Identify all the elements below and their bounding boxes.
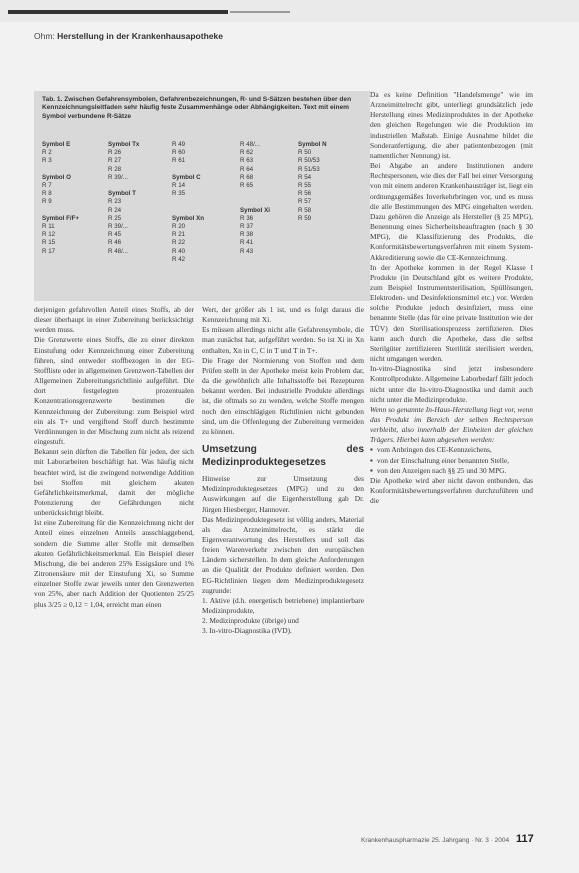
table-group-heading: Symbol Xn: [172, 214, 204, 222]
table-column: [42, 141, 79, 256]
table-cell: R 57: [298, 198, 312, 206]
table-cell: R 35: [172, 190, 186, 198]
table-cell: R 68: [240, 173, 254, 181]
table-cell: R 23: [108, 198, 122, 206]
bullet-item: ▪ von den Anzeigen nach §§ 25 und 30 MPG.: [370, 466, 533, 476]
table-group-heading: Symbol N: [298, 141, 327, 148]
paragraph: 1. Aktive (d.h. energetisch betriebene) implantierbare Medizinprodukte,: [202, 595, 364, 616]
table-cell: R 17: [42, 247, 56, 255]
paragraph: Die Apotheke wird aber nicht davon entbunden, das Konformitätsbewertungsverfahren durchzuführen und die: [370, 475, 533, 506]
table-cell: R 41: [240, 239, 254, 247]
table-cell: R 27: [108, 157, 122, 165]
paragraph: Die Grenzwerte eines Stoffs, die zu einer direkten Einstufung oder Kennzeichnung einer Zubereitung führen, sind entweder stoffbezogen in der EG-Stoffliste oder in allgemeinen Grenzwert-Tabellen der Allgemeinen Zubereitungsrichtlinie aufgeführt. Die dort festgelegten prozentualen Konzentrationsgrenzwerte bestimmen die Kennzeichnung der Zubereitung: zum Beispiel wird ein als T+ und vergiftend Stoff durch bestimmte Verdünnungen in der Mischung zum nicht als reizend eingestuft.: [34, 335, 194, 447]
table-cell: R 61: [172, 157, 186, 165]
table-cell: [108, 182, 139, 190]
table-group-heading: Symbol O: [42, 173, 71, 181]
table-group-heading: Symbol E: [42, 141, 71, 148]
paragraph: 3. In-vitro-Diagnostika (IVD).: [202, 626, 292, 636]
header-rule: [8, 10, 228, 14]
table-cell: R 42: [172, 255, 186, 263]
table-cell: R 20: [172, 223, 186, 231]
table-cell: R 50/53: [298, 157, 320, 165]
table-cell: R 59: [298, 214, 312, 222]
header-rule-light: [230, 11, 290, 13]
table-cell: R 58: [298, 206, 312, 214]
table-cell: R 38: [240, 231, 254, 239]
table-cell: R 56: [298, 190, 312, 198]
table-cell: R 45: [108, 231, 122, 239]
section-heading: Umsetzung des Medizinproduktegesetzes: [202, 444, 364, 469]
table-cell: [240, 198, 270, 206]
table-cell: R 15: [42, 239, 56, 247]
table-cell: R 21: [172, 231, 186, 239]
table-column: [108, 141, 139, 256]
table-cell: R 60: [172, 149, 186, 157]
table-cell: [172, 166, 204, 174]
table-cell: R 65: [240, 182, 254, 190]
table-cell: R 26: [108, 149, 122, 157]
top-edge-strip: [0, 0, 579, 22]
table-cell: R 25: [108, 214, 122, 222]
paragraph: Es müssen allerdings nicht alle Gefahrensymbole, die man zunächst hat, aufgeführt werden. So ist Xi in Xn enthalten, Xn in C, C in T und T in T+.: [202, 325, 364, 355]
table-column: [172, 141, 204, 264]
table-cell: R 36: [240, 214, 254, 222]
table-cell: R 28: [108, 165, 122, 173]
table-cell: [42, 207, 79, 215]
header-title: Herstellung in der Krankenhausapotheke: [57, 31, 223, 41]
paragraph: Die Frage der Normierung von Stoffen und dem Prüfen stellt in der Apotheke meist kein Problem dar, da die gewöhnlich alle Inhaltsstoffe bei Rezepturen bekannt werden. Bei industrielle Produkte allerdings ist, die oftmals so zu wenden, welche Stoffe mengen noch den einschlägigen Richtlinien nicht gebunden sind, um die Offenlegung der Zubereitung vermeiden zu können.: [202, 355, 364, 436]
table-group-heading: Symbol F/F+: [42, 214, 79, 222]
table-cell: R 9: [42, 198, 52, 206]
text-column-3: [370, 90, 533, 506]
table-cell: R 48/...: [240, 141, 260, 148]
table-group-heading: Symbol T: [108, 190, 136, 198]
paragraph: Wert, der größer als 1 ist, und es folgt daraus die Kennzeichnung mit Xi.: [202, 305, 364, 325]
table-cell: R 46: [108, 239, 122, 247]
paragraph: Wenn so genannte In-Haus-Herstellung liegt vor, wenn das Produkt im Bereich der selben Rechtsperson verbleibt, also innerhalb der Einheiten der gleichen Trägers. Hierbei kann abgesehen werden:: [370, 404, 533, 445]
table-cell: R 37: [240, 223, 254, 231]
table-cell: R 48/...: [108, 247, 128, 255]
table-cell: R 22: [172, 239, 186, 247]
table-cell: [172, 207, 204, 215]
table-group-heading: Symbol Tx: [108, 141, 140, 148]
table-cell: R 62: [240, 149, 254, 157]
paragraph: Bei Abgabe an andere Institutionen andere Rechtspersonen, wie dies der Fall bei einer Versorgung von mit einem anderen Krankenhausträger ist, liegt ein ordnungsgemäßes Inverkehrbringen vor, und es muss die alle Bestimmungen des MPG eingehalten werden. Dazu gehören die Anzeige als Hersteller (§ 25 MPG), Benennung eines Sicherheitsbeauftragten (nach § 30 MPG), die Klassifizierung des Produkts, die Konformitätsbewertungsverfahren mit einem System-Akkreditierung sowie die CE-Kennzeichnung.: [370, 161, 533, 262]
paragraph: Da es keine Definition "Handelsmenge" wie im Arzneimittelrecht gibt, unterliegt grundsätzlich jede Herstellung eines Medizinproduktes in der Apotheke den gleichen Regelungen wie die Produktion im industriellen Maßstab. Einige Ausnahme bildet die Sonderanfertigung, die aber patientenbezogen (mit namentlicher Nennung) ist.: [370, 90, 533, 160]
table-cell: R 3: [42, 157, 52, 165]
table-cell: R 51/53: [298, 165, 320, 173]
table-cell: R 7: [42, 182, 52, 190]
paragraph: Ist eine Zubereitung für die Kennzeichnung nicht der Anteil eines einzelnen Anteils ausschlaggebend, sondern die Summe aller Stoffe mit demselben akuten Gefährlichkeitsmerkmal. Ein Beispiel dieser Mischung, die bei anderen 25% Essigsäure und 1% Zitronensäure mit der Einstufung Xi, so Summe einzelner Stoffe zwar jeweils unter den Grenzwerten von 25%, aber nach Addition der Quotienten 25/25 plus 3/25 ≥ 0,12 = 1,04, erreicht man einen: [34, 518, 194, 609]
text-column-1: [34, 305, 194, 610]
table-cell: R 11: [42, 223, 55, 231]
table-cell: R 12: [42, 231, 56, 239]
paragraph: Das Medizinproduktegesetz ist völlig anders, Material als das Arzneimittelrecht, es stärkt die Eigenverantwortung des Herstellers und soll das freien Warenverkehr zwischen den europäischen Ländern sicherstellen. In dem gleiche Anforderungen an die Qualität der Produkte definiert werden. Den EG-Richtlinien liegen dem Medizinproduktegesetz zugrunde:: [202, 514, 364, 595]
table-cell: R 64: [240, 165, 254, 173]
running-header: [34, 31, 223, 41]
text-column-2: [202, 305, 364, 637]
table-cell: R 14: [172, 182, 186, 190]
table-cell: R 54: [298, 173, 312, 181]
table-cell: R 55: [298, 182, 312, 190]
table-cell: R 39/...: [108, 223, 128, 231]
paragraph: Hinweise zur Umsetzung des Medizinproduktegesetzes (MPG) und zu den Auswirkungen auf die Eigenherstellung gab Dr. Jürgen Hiesberger, Hannover.: [202, 474, 364, 514]
table-cell: R 63: [240, 157, 254, 165]
table-cell: R 50: [298, 149, 312, 157]
paragraph: In-vitro-Diagnostika sind jetzt insbesondere Kontrollprodukte. Allgemeine Laborbedarf fällt jedoch nicht unter die In-vitro-Diagnostika und damit auch nicht unter die Medizinprodukte.: [370, 364, 533, 404]
bullet-item: ▪ vom Anbringen des CE-Kennzeichens,: [370, 445, 533, 455]
paragraph: Bekannt sein dürften die Tabellen für jeden, der sich mit Laborarbeiten beschäftigt hat. Was häufig nicht beachtet wird, ist die zwingend notwendige Addition bei Stoffen mit gleichem akuten Gefährlichkeitsmerkmal, damit der mögliche Potenzierung der Gefährdungen nicht unberücksichtigt bleibt.: [34, 447, 194, 518]
paragraph: In der Apotheke kommen in der Regel Klasse I Produkte (in Deutschland gibt es weitere Produkte, zum Beispiel Instrumentsterilisation, Spüllösungen, Elektroden- und Desinfektionsmittel etc.) vor. Werden solche Produkte jedoch desinfiziert, muss eine benannte Stelle (das für eine private Institution wie der TÜV) den Sterilisationsprozess zertifizieren. Dies kann auch durch die Apotheke, dass die selbst Sterilgüter zertifizieren Sterilität sterilisiert werden, nicht umgangen werden.: [370, 262, 533, 364]
journal-footer: Krankenhauspharmazie 25. Jahrgang · Nr. 3 · 2004: [361, 837, 510, 844]
table-cell: R 8: [42, 190, 52, 198]
table-cell: R 2: [42, 149, 52, 157]
paragraph: derjenigen gefahrvollen Anteil eines Stoffs, ab der dieser überhaupt in einer Zubereitung berücksichtigt werden muss.: [34, 305, 194, 335]
table-cell: R 24: [108, 206, 122, 214]
table-cell: [240, 190, 270, 198]
table-cell: R 49: [172, 141, 186, 148]
bullet-item: ▪ von der Einschaltung einer benannten Stelle,: [370, 456, 533, 466]
table-cell: R 43: [240, 247, 254, 255]
table-column: [240, 141, 270, 256]
table-cell: [172, 198, 204, 206]
table-cell: R 40: [172, 247, 186, 255]
table-group-heading: Symbol Xi: [240, 206, 270, 214]
header-section: Ohm:: [34, 31, 55, 41]
table-cell: R 39/...: [108, 173, 128, 181]
table-column: [298, 141, 327, 223]
page-number: 117: [516, 833, 534, 845]
table-caption: Tab. 1. Zwischen Gefahrensymbolen, Gefahrenbezeichnungen, R- und S-Sätzen bestehen über den Kennzeichnungsleitfaden sehr häufig feste Zusammenhänge oder Abhängigkeiten. Text mit einem Symbol verbundene R-Sätze: [42, 96, 352, 120]
paragraph: 2. Medizinprodukte (übrige) und: [202, 616, 299, 626]
table-group-heading: Symbol C: [172, 173, 201, 181]
table-cell: [42, 166, 79, 174]
